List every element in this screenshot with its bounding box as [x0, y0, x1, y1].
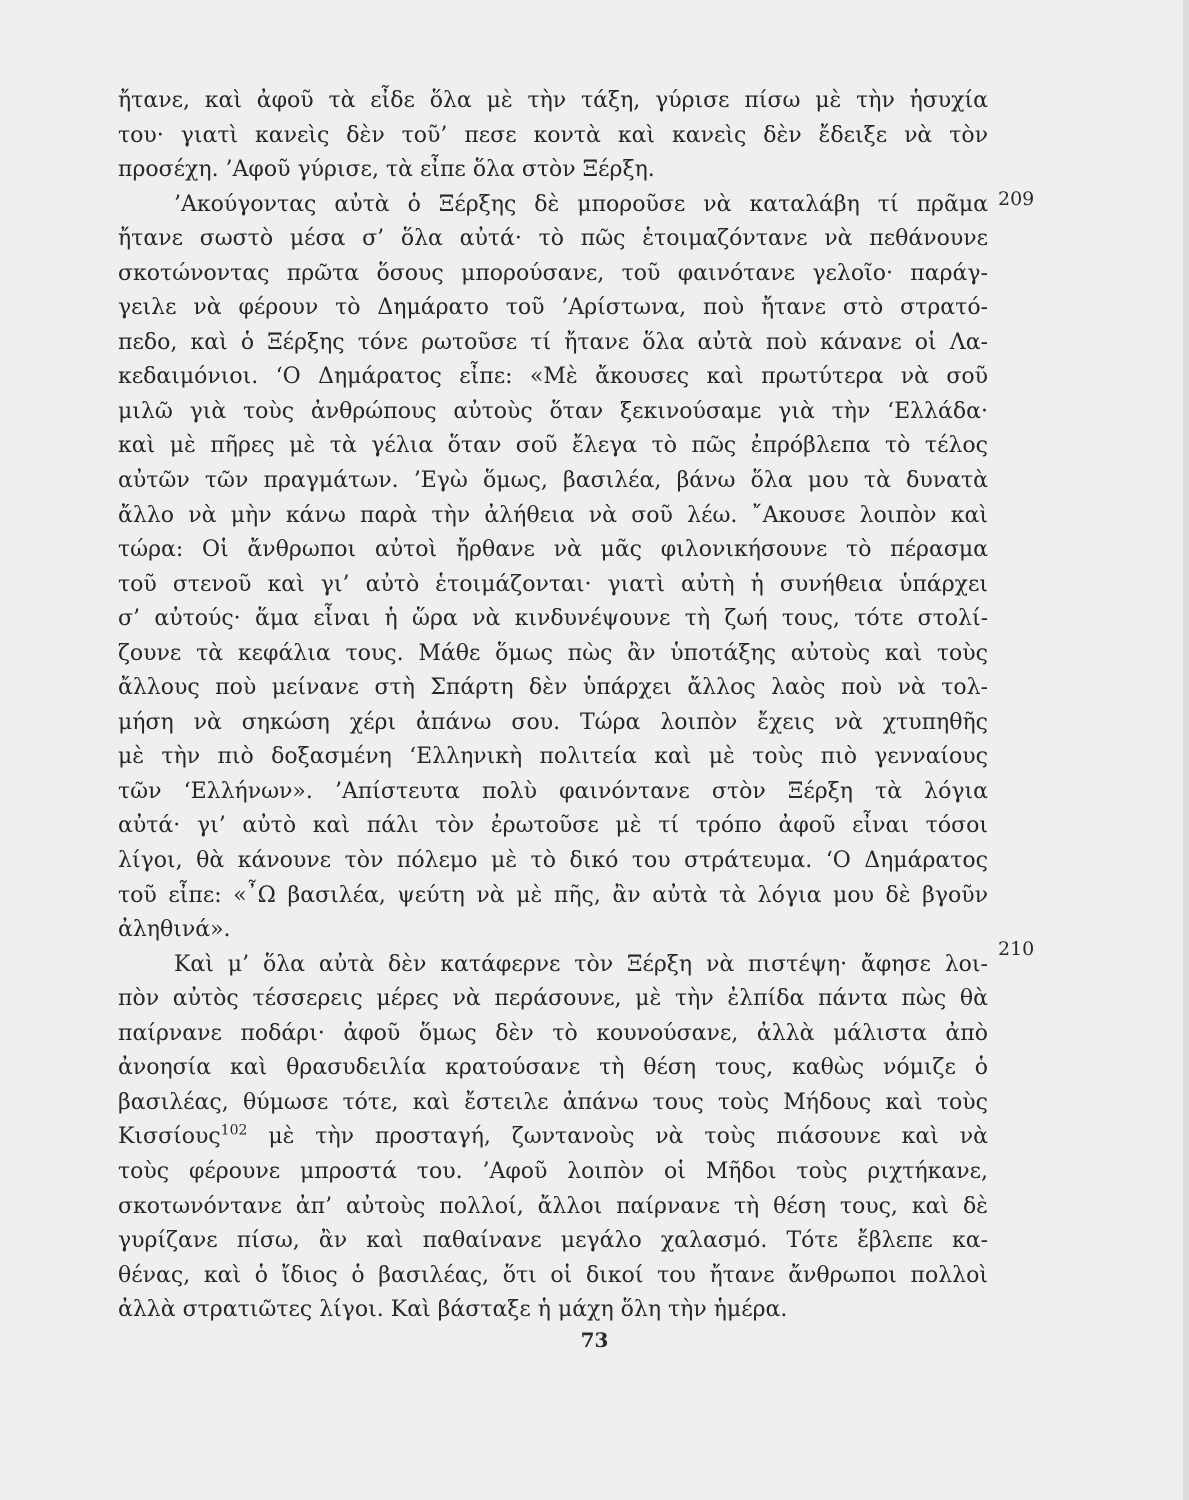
text-line: ’Ακούγοντας αὐτὰ ὁ Ξέρξης δὲ μποροῦσε νὰ καταλάβη τί πρᾶμα — [174, 191, 988, 217]
text-line: τῶν ‘Ελλήνων». ’Απίστευτα πολὺ φαινόντανε στὸν Ξέρξη τὰ λόγια — [118, 778, 988, 804]
text-line: ἄλλους ποὺ μείνανε στὴ Σπάρτη δὲν ὑπάρχει ἄλλος λαὸς ποὺ νὰ τολ- — [118, 675, 988, 701]
body-text — [118, 84, 988, 1328]
text-line: αὐτά· γι’ αὐτὸ καὶ πάλι τὸν ἐρωτοῦσε μὲ τί τρόπο ἀφοῦ εἶναι τόσοι — [118, 813, 988, 839]
page-number: 73 — [580, 1328, 609, 1352]
text-line: καὶ μὲ πῆρες μὲ τὰ γέλια ὅταν σοῦ ἔλεγα τὸ πῶς ἐπρόβλεπα τὸ τέλος — [118, 433, 988, 459]
text-line: του· γιατὶ κανεὶς δὲν τοῦ’ πεσε κοντὰ καὶ κανεὶς δὲν ἔδειξε νὰ τὸν — [118, 122, 988, 148]
text-line: τώρα: Οἱ ἄνθρωποι αὐτοὶ ἤρθανε νὰ μᾶς φιλονικήσουνε τὸ πέρασμα — [118, 537, 988, 563]
text-line: τοὺς φέρουνε μπροστά του. ’Αφοῦ λοιπὸν οἱ Μῆδοι τοὺς ριχτήκανε, — [118, 1158, 988, 1184]
text-line: Καὶ μ’ ὅλα αὐτὰ δὲν κατάφερνε τὸν Ξέρξη νὰ πιστέψη· ἄφησε λοι- — [174, 951, 988, 977]
text-line: τοῦ στενοῦ καὶ γι’ αὐτὸ ἑτοιμάζονται· γιατὶ αὐτὴ ἡ συνήθεια ὑπάρχει — [118, 571, 988, 597]
text-line: τοῦ εἶπε: «῏Ω βασιλέα, ψεύτη νὰ μὲ πῆς, ἂν αὐτὰ τὰ λόγια μου δὲ βγοῦν — [118, 882, 988, 908]
text-line: σκοτώνοντας πρῶτα ὅσους μπορούσανε, τοῦ φαινότανε γελοῖο· παράγ- — [118, 260, 988, 286]
text-line: γυρίζανε πίσω, ἂν καὶ παθαίνανε μεγάλο χαλασμό. Τότε ἔβλεπε κα- — [118, 1228, 988, 1254]
paragraph-2 — [118, 188, 988, 948]
text-line: ἀληθινά». — [118, 917, 231, 943]
paragraph-1 — [118, 84, 988, 188]
text-line: θένας, καὶ ὁ ἴδιος ὁ βασιλέας, ὅτι οἱ δικοί του ἤτανε ἄνθρωποι πολλοὶ — [118, 1262, 988, 1288]
text-line: πεδο, καὶ ὁ Ξέρξης τόνε ρωτοῦσε τί ἤτανε ὅλα αὐτὰ ποὺ κάνανε οἱ Λα- — [118, 329, 988, 355]
text-line: μὲ τὴν πιὸ δοξασμένη ‘Ελληνικὴ πολιτεία καὶ μὲ τοὺς πιὸ γενναίους — [118, 744, 988, 770]
text-line: κεδαιμόνιοι. ‘Ο Δημάρατος εἶπε: «Μὲ ἄκουσες καὶ πρωτύτερα νὰ σοῦ — [118, 364, 988, 390]
margin-section-number: 209 — [998, 188, 1035, 210]
text-line: σ’ αὐτούς· ἅμα εἶναι ἡ ὥρα νὰ κινδυνέψουνε τὴ ζωή τους, τότε στολί- — [118, 606, 988, 632]
paragraph-3 — [118, 948, 988, 1328]
text-line: ἀλλὰ στρατιῶτες λίγοι. Καὶ βάσταξε ἡ μάχη ὅλη τὴν ἡμέρα. — [118, 1297, 788, 1323]
text-line: μήση νὰ σηκώση χέρι ἀπάνω σου. Τώρα λοιπὸν ἔχεις νὰ χτυπηθῆς — [118, 709, 988, 735]
text-line: ζουνε τὰ κεφάλια τους. Μάθε ὅμως πὼς ἂν ὑποτάξης αὐτοὺς καὶ τοὺς — [118, 640, 988, 666]
text-line: μιλῶ γιὰ τοὺς ἀνθρώπους αὐτοὺς ὅταν ξεκινούσαμε γιὰ τὴν ‘Ελλάδα· — [118, 398, 988, 424]
text-line: ἄλλο νὰ μὴν κάνω παρὰ τὴν ἀλήθεια νὰ σοῦ λέω. ῎Ακουσε λοιπὸν καὶ — [118, 502, 988, 528]
text-line: γειλε νὰ φέρουν τὸ Δημάρατο τοῦ ’Αρίστωνα, ποὺ ἤτανε στὸ στρατό- — [118, 295, 988, 321]
text-line-rest: μὲ τὴν προσταγή, ζωντανοὺς νὰ τοὺς πιάσουνε καὶ νὰ — [268, 1124, 989, 1150]
text-line: προσέχη. ’Αφοῦ γύρισε, τὰ εἶπε ὅλα στὸν Ξέρξη. — [118, 157, 655, 183]
text-line: σκοτωνόντανε ἀπ’ αὐτοὺς πολλοί, ἄλλοι παίρνανε τὴ θέση τους, καὶ δὲ — [118, 1193, 988, 1219]
text-line: ἤτανε, καὶ ἀφοῦ τὰ εἶδε ὅλα μὲ τὴν τάξη, γύρισε πίσω μὲ τὴν ἡσυχία — [118, 88, 988, 113]
margin-section-number: 210 — [998, 938, 1035, 960]
text-line: βασιλέας, θύμωσε τότε, καὶ ἔστειλε ἀπάνω τους τοὺς Μήδους καὶ τοὺς — [118, 1089, 988, 1115]
text-line-with-footnote — [118, 1120, 988, 1155]
text-line: παίρνανε ποδάρι· ἀφοῦ ὅμως δὲν τὸ κουνούσανε, ἀλλὰ μάλιστα ἀπὸ — [118, 1020, 988, 1046]
text-line: πὸν αὐτὸς τέσσερεις μέρες νὰ περάσουνε, μὲ τὴν ἐλπίδα πάντα πὼς θὰ — [118, 986, 988, 1012]
text-line: αὐτῶν τῶν πραγμάτων. ’Εγὼ ὅμως, βασιλέα, βάνω ὅλα μου τὰ δυνατὰ — [118, 468, 988, 494]
text-line: λίγοι, θὰ κάνουνε τὸν πόλεμο μὲ τὸ δικό του στράτευμα. ‘Ο Δημάρατος — [118, 848, 988, 874]
footnote-reference[interactable]: 102 — [220, 1123, 248, 1140]
footnote-word: Κισσίους — [118, 1124, 221, 1150]
text-line: ἤτανε σωστὸ μέσα σ’ ὅλα αὐτά· τὸ πῶς ἑτοιμαζόντανε νὰ πεθάνουνε — [118, 226, 988, 252]
text-line: ἀνοησία καὶ θρασυδειλία κρατούσανε τὴ θέση τους, καθὼς νόμιζε ὁ — [118, 1055, 988, 1081]
page-edge — [1183, 0, 1189, 1500]
